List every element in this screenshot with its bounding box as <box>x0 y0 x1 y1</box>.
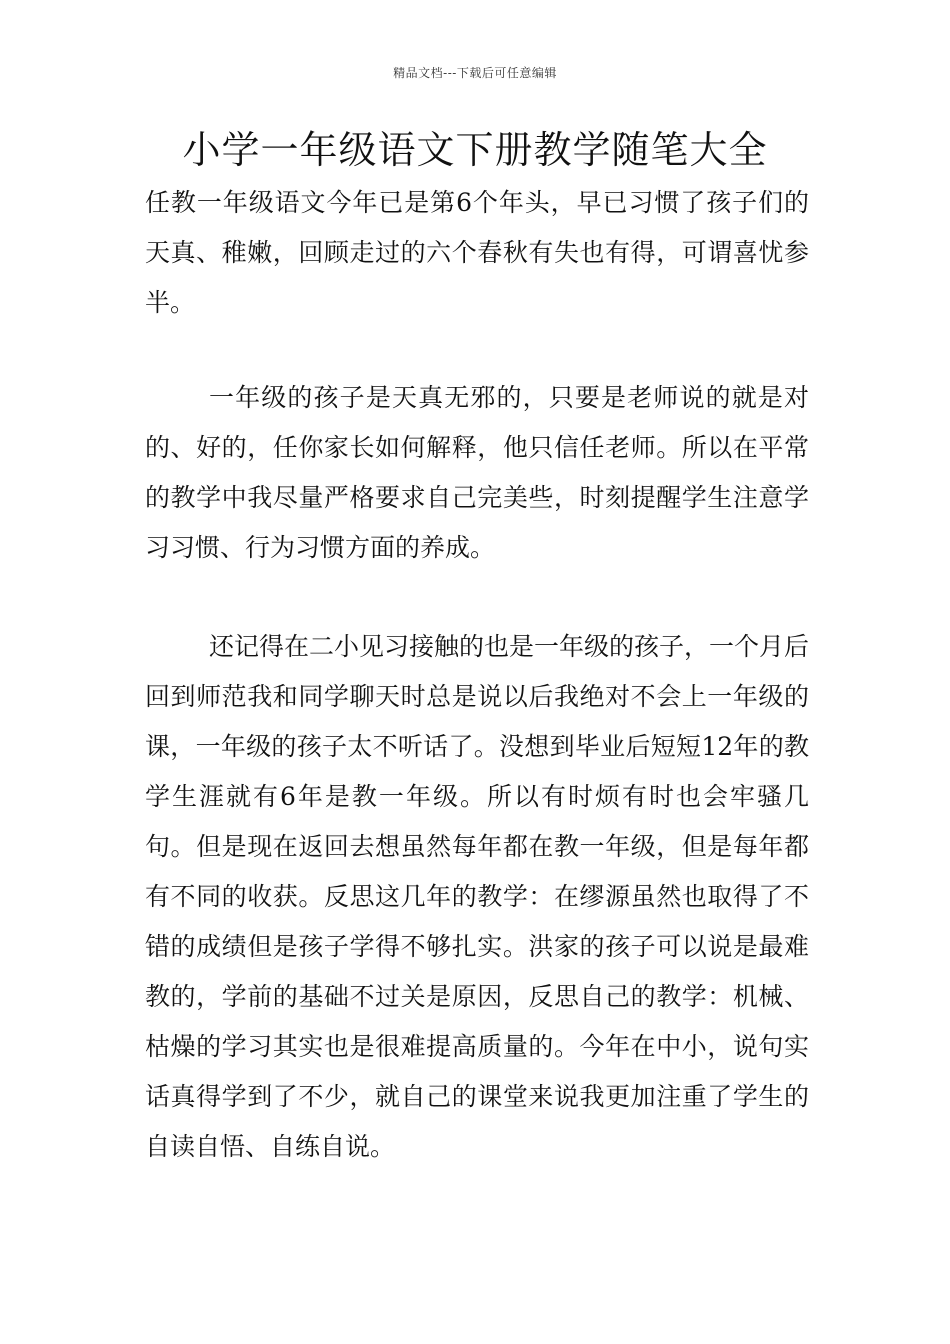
paragraph-3: 还记得在二小见习接触的也是一年级的孩子，一个月后回到师范我和同学聊天时总是说以后我绝对不会上一年级的课，一年级的孩子太不听话了。没想到毕业后短短12年的教学生涯就有6年是教一年级。所以有时烦有时也会牢骚几句。但是现在返回去想虽然每年都在教一年级，但是每年都有不同的收获。反思这几年的教学：在缪源虽然也取得了不错的成绩但是孩子学得不够扎实。洪家的孩子可以说是最难教的，学前的基础不过关是原因，反思自己的教学：机械、枯燥的学习其实也是很难提高质量的。今年在中小，说句实话真得学到了不少，就自己的课堂来说我更加注重了学生的自读自悟、自练自说。 <box>145 632 810 1161</box>
paragraph-1: 任教一年级语文今年已是第6个年头，早已习惯了孩子们的天真、稚嫩，回顾走过的六个春秋有失也有得，可谓喜忧参半。 <box>145 188 809 317</box>
paragraph-2: 一年级的孩子是天真无邪的，只要是老师说的就是对的、好的，任你家长如何解释，他只信任老师。所以在平常的教学中我尽量严格要求自己完美些，时刻提醒学生注意学习习惯、行为习惯方面的养成。 <box>145 383 809 562</box>
header-note: 精品文档---下载后可任意编辑 <box>393 66 557 80</box>
document-title: 小学一年级语文下册教学随笔大全 <box>182 128 768 172</box>
